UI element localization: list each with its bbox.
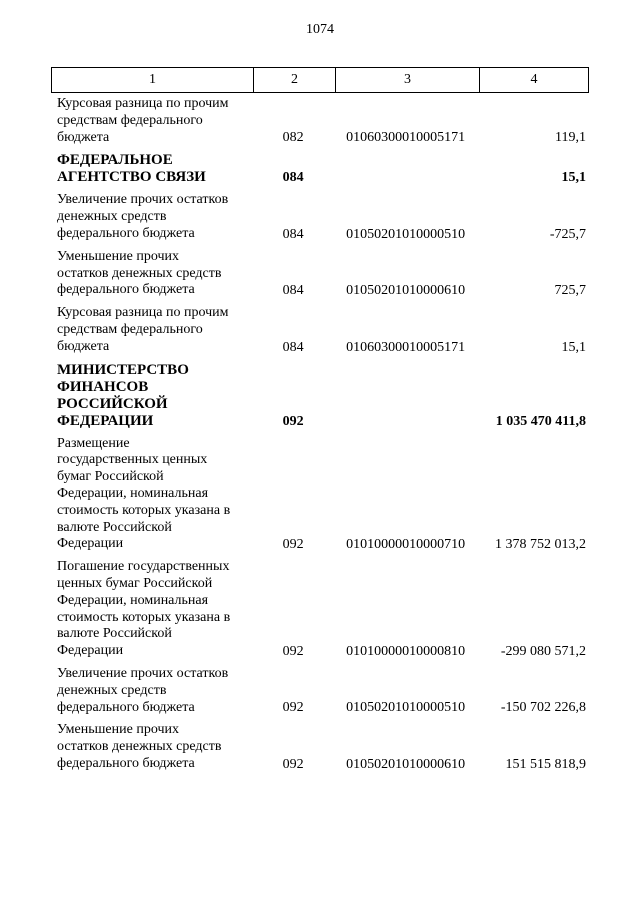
description-line: стоимость которых указана в bbox=[57, 502, 231, 518]
row-amount: -725,7 bbox=[549, 226, 586, 242]
budget-table-body bbox=[51, 92, 588, 773]
column-header-row bbox=[52, 68, 589, 93]
row-amount: 15,1 bbox=[561, 339, 586, 355]
description-line: бюджета bbox=[57, 338, 110, 354]
row-description bbox=[51, 559, 252, 660]
description-line: федерального бюджета bbox=[57, 225, 195, 241]
row-amount: 1 035 470 411,8 bbox=[495, 413, 586, 429]
row-classifier: 01050201010000610 bbox=[346, 283, 466, 299]
row-description bbox=[51, 152, 252, 186]
description-line: РОССИЙСКОЙ bbox=[57, 395, 168, 412]
description-line: Федерации, номинальная bbox=[57, 485, 209, 501]
description-line: валюте Российской bbox=[57, 519, 172, 535]
description-line: бумаг Российской bbox=[57, 469, 164, 485]
row-classifier: 01060300010005171 bbox=[346, 339, 466, 355]
description-line: ФЕДЕРАЦИИ bbox=[57, 412, 154, 429]
description-line: стоимость которых указана в bbox=[57, 609, 231, 625]
row-code: 092 bbox=[282, 643, 304, 659]
description-line: федерального бюджета bbox=[57, 282, 195, 298]
table-row bbox=[51, 192, 588, 242]
row-amount: -150 702 226,8 bbox=[500, 700, 586, 716]
row-code: 092 bbox=[282, 537, 304, 553]
description-line: Уменьшение прочих bbox=[57, 722, 179, 738]
page-number: 1074 bbox=[306, 22, 334, 37]
description-line: средствам федерального bbox=[57, 321, 203, 337]
row-description bbox=[51, 362, 252, 430]
description-line: ценных бумаг Российской bbox=[57, 575, 213, 591]
description-line: МИНИСТЕРСТВО bbox=[57, 361, 189, 378]
description-line: Уменьшение прочих bbox=[57, 248, 179, 264]
description-line: Курсовая разница по прочим bbox=[57, 96, 229, 111]
row-code: 092 bbox=[282, 413, 304, 429]
row-description bbox=[51, 436, 252, 554]
table-row bbox=[51, 305, 588, 355]
row-amount: -299 080 571,2 bbox=[500, 643, 586, 659]
description-line: Федерации bbox=[57, 643, 124, 659]
description-line: ФЕДЕРАЛЬНОЕ bbox=[57, 152, 173, 169]
row-description bbox=[51, 666, 252, 716]
description-line: Федерации, номинальная bbox=[57, 592, 209, 608]
description-line: государственных ценных bbox=[57, 452, 208, 468]
description-line: Федерации bbox=[57, 536, 124, 552]
row-classifier: 01050201010000610 bbox=[346, 756, 466, 772]
column-header-2: 2 bbox=[254, 68, 336, 93]
row-code: 084 bbox=[282, 226, 304, 242]
section-header-row bbox=[51, 362, 588, 430]
description-line: АГЕНТСТВО СВЯЗИ bbox=[57, 169, 206, 186]
table-row bbox=[51, 722, 588, 772]
row-code: 092 bbox=[282, 756, 304, 772]
description-line: валюте Российской bbox=[57, 626, 172, 642]
row-classifier: 01050201010000510 bbox=[346, 226, 466, 242]
table-row bbox=[51, 436, 588, 554]
row-code: 084 bbox=[282, 170, 304, 186]
description-line: федерального бюджета bbox=[57, 755, 195, 771]
description-line: Увеличение прочих остатков bbox=[57, 192, 229, 208]
description-line: Курсовая разница по прочим bbox=[57, 305, 229, 321]
column-header-4: 4 bbox=[480, 68, 589, 93]
row-description bbox=[51, 192, 252, 242]
description-line: Увеличение прочих остатков bbox=[57, 665, 229, 681]
row-amount: 119,1 bbox=[555, 130, 586, 146]
row-classifier: 01010000010000810 bbox=[346, 643, 466, 659]
column-header-3: 3 bbox=[336, 68, 480, 93]
row-description bbox=[51, 96, 252, 146]
table-row bbox=[51, 96, 588, 146]
row-code: 092 bbox=[282, 700, 304, 716]
table-row bbox=[51, 666, 588, 716]
row-classifier: 01060300010005171 bbox=[346, 130, 466, 146]
row-amount: 151 515 818,9 bbox=[505, 756, 586, 772]
row-code: 084 bbox=[282, 283, 304, 299]
column-header-table bbox=[51, 67, 589, 93]
description-line: Размещение bbox=[57, 435, 130, 451]
row-description bbox=[51, 249, 252, 299]
table-row bbox=[51, 559, 588, 660]
description-line: остатков денежных средств bbox=[57, 265, 222, 281]
description-line: денежных средств bbox=[57, 682, 167, 698]
description-line: остатков денежных средств bbox=[57, 739, 222, 755]
row-amount: 725,7 bbox=[554, 283, 586, 299]
row-code: 082 bbox=[282, 130, 304, 146]
row-classifier: 01050201010000510 bbox=[346, 700, 466, 716]
description-line: Погашение государственных bbox=[57, 559, 230, 575]
row-amount: 1 378 752 013,2 bbox=[495, 537, 586, 553]
description-line: ФИНАНСОВ bbox=[57, 378, 149, 395]
description-line: бюджета bbox=[57, 129, 110, 145]
section-header-row bbox=[51, 152, 588, 186]
row-classifier: 01010000010000710 bbox=[346, 537, 466, 553]
row-description bbox=[51, 305, 252, 355]
row-amount: 15,1 bbox=[561, 170, 586, 186]
description-line: средствам федерального bbox=[57, 112, 203, 128]
description-line: денежных средств bbox=[57, 209, 167, 225]
table-row bbox=[51, 249, 588, 299]
row-code: 084 bbox=[282, 339, 304, 355]
column-header-1: 1 bbox=[52, 68, 254, 93]
description-line: федерального бюджета bbox=[57, 699, 195, 715]
row-description bbox=[51, 722, 252, 772]
